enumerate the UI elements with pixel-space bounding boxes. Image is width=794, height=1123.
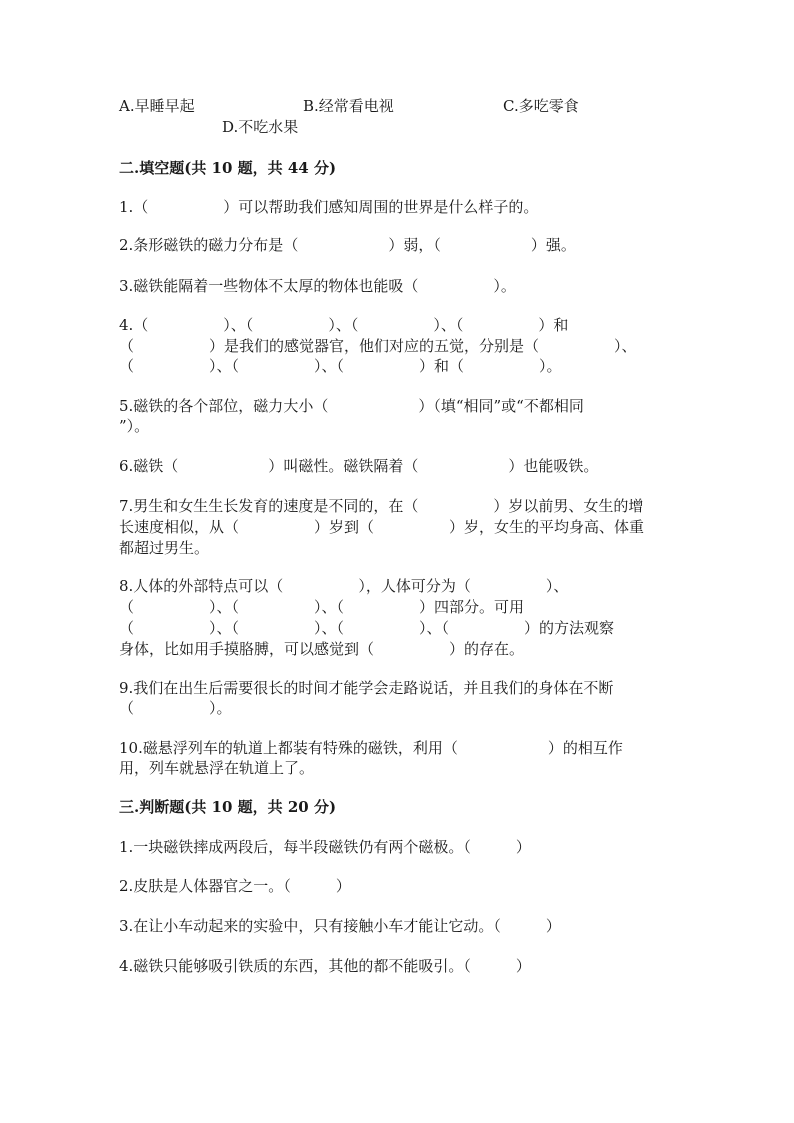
fill-question-4-line-3: （ ）、（ ）、（ ）和（ ）。 — [119, 357, 562, 375]
fill-question-1: 1.（ ）可以帮助我们感知周围的世界是什么样子的。 — [119, 198, 539, 216]
option-c[interactable]: C.多吃零食 — [503, 97, 579, 115]
fill-question-4-line-2: （ ）是我们的感觉器官，他们对应的五觉，分别是（ ）、 — [119, 337, 637, 355]
judge-question-1: 1.一块磁铁摔成两段后，每半段磁铁仍有两个磁极。（ ） — [119, 838, 531, 856]
fill-question-5-line-2: ”）。 — [119, 417, 150, 435]
section-fill-blank-title: 二.填空题(共 10 题，共 44 分) — [119, 159, 337, 177]
fill-question-9-line-2: （ ）。 — [119, 699, 232, 717]
fill-question-8-line-1: 8.人体的外部特点可以（ ），人体可分为（ ）、 — [119, 577, 569, 595]
option-a[interactable]: A.早睡早起 — [119, 97, 195, 115]
option-d[interactable]: D.不吃水果 — [222, 118, 299, 136]
judge-question-3: 3.在让小车动起来的实验中，只有接触小车才能让它动。（ ） — [119, 917, 561, 935]
fill-question-10-line-2: 用，列车就悬浮在轨道上了。 — [119, 759, 315, 777]
fill-question-3: 3.磁铁能隔着一些物体不太厚的物体也能吸（ ）。 — [119, 277, 516, 295]
fill-question-8-line-2: （ ）、（ ）、（ ）四部分。可用 — [119, 598, 525, 616]
fill-question-7-line-2: 长速度相似，从（ ）岁到（ ）岁，女生的平均身高、体重 — [119, 518, 645, 536]
option-b[interactable]: B.经常看电视 — [303, 97, 394, 115]
judge-question-4: 4.磁铁只能够吸引铁质的东西，其他的都不能吸引。（ ） — [119, 957, 531, 975]
fill-question-5-line-1: 5.磁铁的各个部位，磁力大小（ ）（填“相同”或“不都相同 — [119, 397, 584, 415]
fill-question-10-line-1: 10.磁悬浮列车的轨道上都装有特殊的磁铁，利用（ ）的相互作 — [119, 739, 623, 757]
fill-question-6: 6.磁铁（ ）叫磁性。磁铁隔着（ ）也能吸铁。 — [119, 457, 599, 475]
fill-question-7-line-3: 都超过男生。 — [119, 539, 210, 557]
judge-question-2: 2.皮肤是人体器官之一。（ ） — [119, 877, 351, 895]
fill-question-7-line-1: 7.男生和女生生长发育的速度是不同的，在（ ）岁以前男、女生的增 — [119, 497, 644, 515]
fill-question-8-line-3: （ ）、（ ）、（ ）、（ ）的方法观察 — [119, 619, 615, 637]
fill-question-9-line-1: 9.我们在出生后需要很长的时间才能学会走路说话，并且我们的身体在不断 — [119, 679, 614, 697]
fill-question-2: 2.条形磁铁的磁力分布是（ ）弱，（ ）强。 — [119, 236, 576, 254]
fill-question-4-line-1: 4.（ ）、（ ）、（ ）、（ ）和 — [119, 316, 569, 334]
section-true-false-title: 三.判断题(共 10 题，共 20 分) — [119, 798, 337, 816]
fill-question-8-line-4: 身体，比如用手摸胳膊，可以感觉到（ ）的存在。 — [119, 640, 525, 658]
answer-options — [0, 96, 794, 140]
